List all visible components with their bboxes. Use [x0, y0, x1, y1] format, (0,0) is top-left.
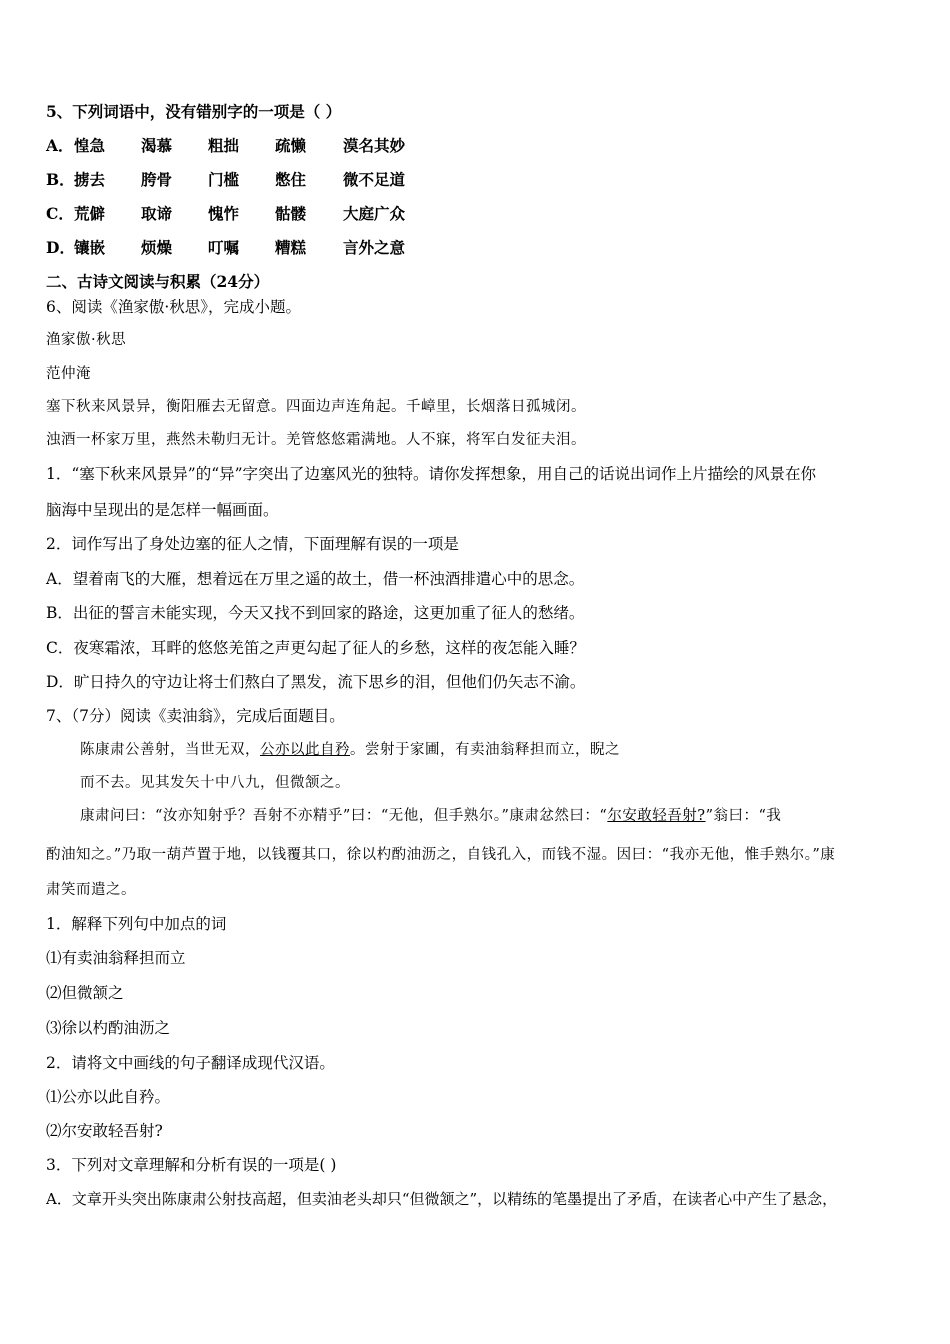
- option-word: 镶嵌: [74, 238, 106, 257]
- underlined-sentence: 公亦以此自矜: [260, 742, 350, 758]
- option-word: 漠名其妙: [343, 136, 406, 155]
- option-word: 取谛: [141, 204, 173, 223]
- option-word: 糟糕: [275, 238, 307, 257]
- q6-sub1: 1．“塞下秋来风景异”的“异”字突出了边塞风光的独特。请你发挥想象，用自己的话说出词作上片描绘的风景在你: [46, 465, 817, 483]
- q6-sub1-cont: 脑海中呈现出的是怎样一幅画面。: [46, 501, 279, 519]
- option-word: 掳去: [74, 170, 106, 189]
- passage-line: [80, 740, 620, 760]
- option-word: 荒僻: [74, 204, 106, 223]
- option-word: 门槛: [208, 170, 240, 189]
- q7-intro: 7、（7分）阅读《卖油翁》，完成后面题目。: [46, 707, 345, 725]
- q5-stem: 5、下列词语中，没有错别字的一项是（ ）: [46, 102, 342, 121]
- q7-sub1-item: ⑵但微颔之: [46, 984, 124, 1002]
- passage-line: 而不去。见其发矢十中八九，但微颔之。: [80, 775, 350, 791]
- passage-text: 。尝射于家圃，有卖油翁释担而立，睨之: [350, 742, 620, 758]
- option-word: 愧怍: [208, 204, 240, 223]
- q6-intro: 6、阅读《渔家傲·秋思》，完成小题。: [46, 298, 302, 316]
- option-word: 大庭广众: [343, 204, 406, 223]
- option-word: 胯骨: [141, 170, 173, 189]
- option-word: 渴慕: [141, 136, 173, 155]
- passage-text: 康肃问曰：“汝亦知射乎？吾射不亦精乎”曰：“无他，但手熟尔。”康肃忿然曰：“: [80, 808, 608, 824]
- option-word: 疏懒: [275, 136, 307, 155]
- passage-text: 陈康肃公善射，当世无双，: [80, 742, 260, 758]
- poem-author: 范仲淹: [46, 366, 91, 382]
- underlined-sentence: 尔安敢轻吾射?: [607, 808, 706, 824]
- q6-sub2: 2．词作写出了身处边塞的征人之情，下面理解有误的一项是: [46, 535, 459, 553]
- passage-line: 酌油知之。”乃取一葫芦置于地，以钱覆其口，徐以杓酌油沥之，自钱孔入，而钱不湿。因曰：“我亦无他，惟手熟尔。”康: [46, 847, 836, 863]
- q7-sub1: 1．解释下列句中加点的词: [46, 915, 227, 933]
- option-label: C．: [46, 204, 74, 223]
- passage-line: 肃笑而遣之。: [46, 882, 136, 898]
- q6-sub2-option-c: C．夜寒霜浓，耳畔的悠悠羌笛之声更勾起了征人的乡愁，这样的夜怎能入睡？: [46, 639, 585, 657]
- option-word: 骷髅: [275, 204, 307, 223]
- q7-sub3: 3．下列对文章理解和分析有误的一项是( ): [46, 1156, 337, 1174]
- q7-sub1-item: ⑶徐以杓酌油沥之: [46, 1019, 171, 1037]
- q6-sub2-option-b: B．出征的誓言未能实现，今天又找不到回家的路途，这更加重了征人的愁绪。: [46, 604, 585, 622]
- poem-line: 塞下秋来风景异，衡阳雁去无留意。四面边声连角起。千嶂里，长烟落日孤城闭。: [46, 399, 586, 415]
- poem-title: 渔家傲·秋思: [46, 332, 127, 348]
- section-title: 二、古诗文阅读与积累（24分）: [46, 272, 270, 291]
- option-label: D．: [46, 238, 75, 257]
- q7-sub1-item: ⑴有卖油翁释担而立: [46, 949, 186, 967]
- poem-line: 浊酒一杯家万里，燕然未勒归无计。羌管悠悠霜满地。人不寐，将军白发征夫泪。: [46, 432, 586, 448]
- option-word: 憋住: [275, 170, 307, 189]
- option-word: 粗拙: [208, 136, 240, 155]
- q7-sub2-item: ⑴公亦以此自矜。: [46, 1088, 171, 1106]
- q7-sub3-option-a: A．文章开头突出陈康肃公射技高超，但卖油老头却只“但微颔之”，以精练的笔墨提出了矛盾，在读者心中产生了悬念，: [46, 1190, 838, 1208]
- passage-text: ”翁曰：“我: [705, 808, 782, 824]
- option-word: 微不足道: [343, 170, 406, 189]
- q6-sub2-option-a: A．望着南飞的大雁，想着远在万里之遥的故土，借一杯浊酒排遣心中的思念。: [46, 570, 585, 588]
- option-word: 惶急: [74, 136, 106, 155]
- option-word: 烦燥: [141, 238, 173, 257]
- option-word: 叮嘱: [208, 238, 240, 257]
- q7-sub2: 2．请将文中画线的句子翻译成现代汉语。: [46, 1054, 335, 1072]
- passage-line: [80, 806, 781, 826]
- option-label: B．: [46, 170, 75, 189]
- option-label: A．: [46, 136, 74, 155]
- q6-sub2-option-d: D．旷日持久的守边让将士们熬白了黑发，流下思乡的泪，但他们仍矢志不渝。: [46, 673, 586, 691]
- q7-sub2-item: ⑵尔安敢轻吾射?: [46, 1122, 163, 1140]
- option-word: 言外之意: [343, 238, 406, 257]
